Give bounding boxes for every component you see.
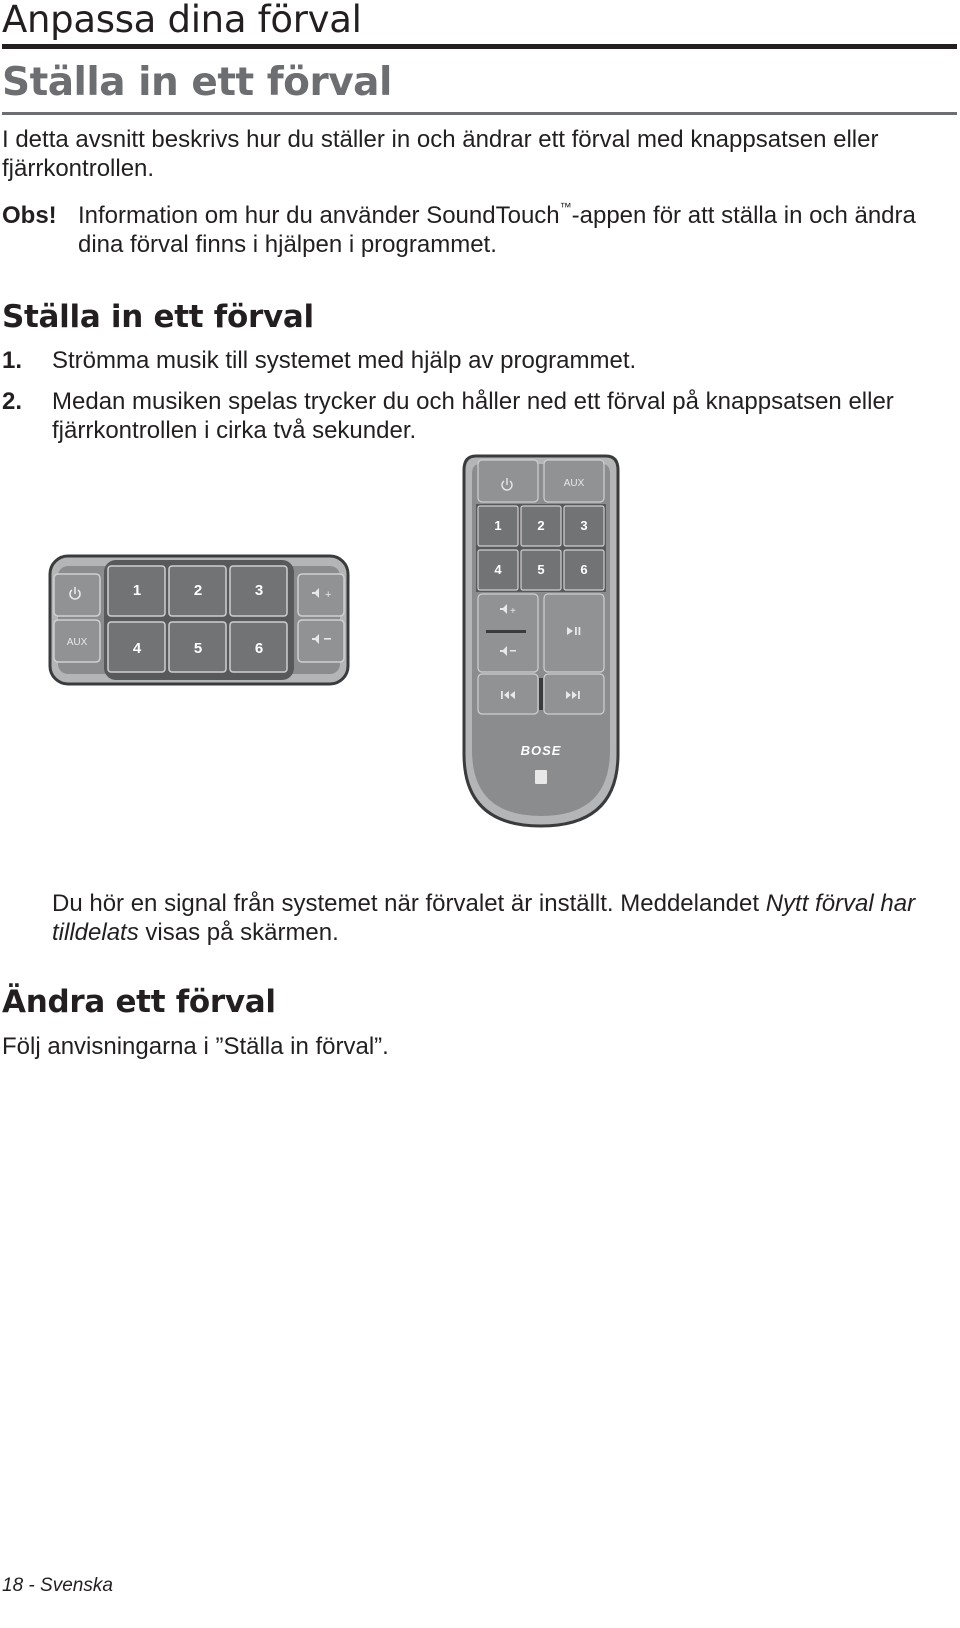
remote-preset-label: 5: [537, 562, 545, 577]
note-text-part2: -appen för att ställa in och ändra dina förval finns i hjälpen i programmet.: [78, 202, 916, 258]
remote-power-button[interactable]: [478, 460, 538, 502]
result-message: Nytt förval har tilldelats: [52, 890, 916, 946]
keypad-aux-label: AUX: [66, 637, 88, 648]
set-preset-heading: Ställa in ett förval: [2, 299, 314, 335]
change-preset-text: Följ anvisningarna i ”Ställa in förval”.: [2, 1033, 389, 1060]
step-text: Medan musiken spelas trycker du och håller ned ett förval på knappsatsen eller fjärrkontrollen i cirka två sekunder.: [52, 388, 894, 444]
keypad-volume-down-button[interactable]: [298, 620, 344, 662]
note-text-part1: Information om hur du använder SoundTouch: [78, 202, 560, 229]
keypad-preset-label: 5: [193, 640, 203, 657]
remote-aux-label: AUX: [563, 478, 585, 489]
result-text-end: visas på skärmen.: [138, 919, 339, 946]
keypad-preset-label: 3: [254, 582, 264, 599]
note-label: Obs!: [2, 202, 57, 229]
remote-preset-label: 6: [580, 562, 588, 577]
remote-indicator-icon: [535, 770, 547, 784]
page-footer: 18 - Svenska: [2, 1575, 113, 1596]
keypad-power-button[interactable]: [54, 574, 100, 616]
remote-preset-label: 2: [537, 518, 545, 533]
remote-preset-label: 1: [494, 518, 502, 533]
section-rule: [2, 112, 957, 115]
change-preset-heading: Ändra ett förval: [2, 984, 276, 1020]
note-text: [78, 201, 948, 259]
remote-preset-label: 3: [580, 518, 588, 533]
result-paragraph: [52, 889, 942, 947]
trademark-symbol: ™: [559, 200, 572, 214]
keypad-preset-label: 1: [132, 582, 142, 599]
keypad-volume-up-button[interactable]: [298, 574, 344, 616]
result-text: Du hör en signal från systemet när förvalet är inställt. Meddelandet: [52, 890, 766, 917]
remote-brand-logo: BOSE: [520, 743, 562, 758]
keypad-preset-label: 6: [254, 640, 264, 657]
intro-paragraph: I detta avsnitt beskrivs hur du ställer in och ändrar ett förval med knappsatsen eller fjärrkontrollen.: [2, 126, 879, 182]
svg-text:+: +: [510, 606, 516, 617]
keypad-preset-label: 4: [132, 640, 142, 657]
section-title: Ställa in ett förval: [2, 60, 392, 105]
step-number: 2.: [2, 388, 23, 415]
remote-preset-label: 4: [494, 562, 502, 577]
step-number: 1.: [2, 347, 23, 374]
step-text: Strömma musik till systemet med hjälp av programmet.: [52, 347, 637, 374]
keypad-illustration: [48, 554, 350, 686]
keypad-preset-label: 2: [193, 582, 203, 599]
chapter-title: Anpassa dina förval: [2, 0, 362, 41]
svg-text:+: +: [325, 589, 332, 601]
chapter-rule: [2, 44, 957, 49]
remote-play-pause-button[interactable]: [544, 594, 604, 672]
remote-illustration: [462, 454, 620, 828]
